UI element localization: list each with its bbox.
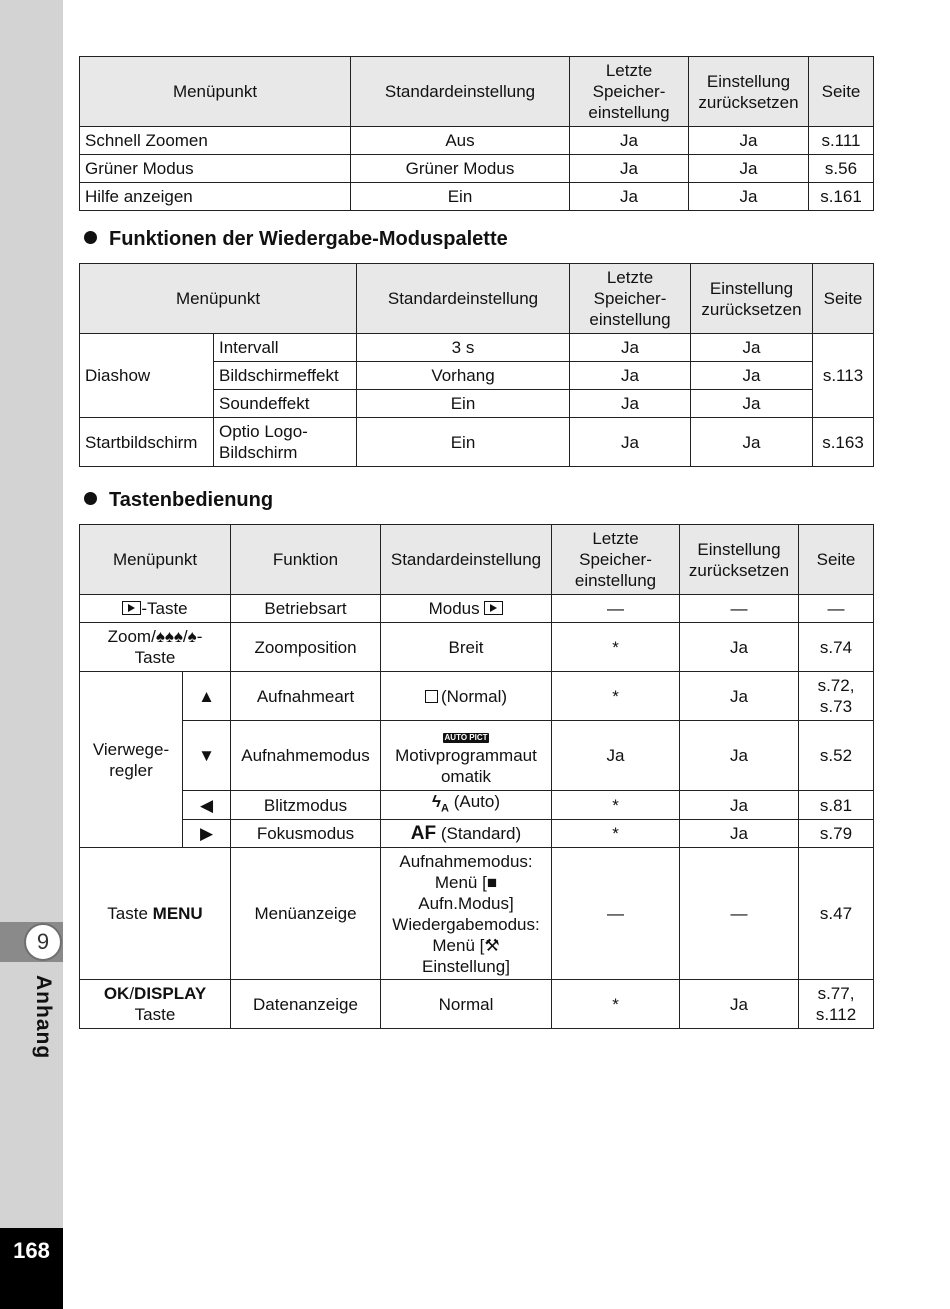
cell-item: Intervall (214, 334, 357, 362)
header-standardeinstellung: Standardeinstellung (351, 57, 570, 127)
table-row (80, 721, 874, 791)
header-menupunkt: Menüpunkt (80, 264, 357, 334)
cell-reset: — (680, 848, 799, 980)
cell-standard: Breit (381, 623, 552, 672)
cell-letzte: Ja (570, 127, 689, 155)
cell-seite: s.74 (799, 623, 874, 672)
table-header-row (80, 264, 874, 334)
table-row (80, 334, 874, 362)
page-number: 168 (13, 1238, 50, 1263)
cell-vierwegeregler: Vierwege- regler (80, 672, 183, 848)
header-einstellung-zuruecksetzen: Einstellung zurücksetzen (691, 264, 813, 334)
table-row (80, 848, 874, 980)
header-menupunkt: Menüpunkt (80, 525, 231, 595)
cell-standard: AF (Standard) (381, 820, 552, 848)
cell-menupunkt: Grüner Modus (80, 155, 351, 183)
cell-standard: Ein (357, 390, 570, 418)
single-frame-icon (425, 690, 438, 703)
cell-seite: s.79 (799, 820, 874, 848)
table-row (80, 820, 874, 848)
cell-funktion: Datenanzeige (231, 980, 381, 1029)
chapter-sidebar (0, 0, 63, 1309)
table-row (80, 127, 874, 155)
cell-reset: — (680, 595, 799, 623)
cell-letzte: * (552, 980, 680, 1029)
cell-standard: Ein (357, 418, 570, 467)
arrow-up-icon: ▲ (183, 672, 231, 721)
cell-letzte: * (552, 791, 680, 820)
cell-letzte: Ja (570, 334, 691, 362)
table-row (80, 791, 874, 820)
camera-icon: ■ (486, 872, 498, 892)
cell-letzte: Ja (570, 183, 689, 211)
playback-icon (122, 601, 141, 615)
cell-seite: s.113 (813, 334, 874, 418)
cell-funktion: Betriebsart (231, 595, 381, 623)
table-row (80, 672, 874, 721)
table-row (80, 418, 874, 467)
header-seite: Seite (809, 57, 874, 127)
cell-standard: Normal (381, 980, 552, 1029)
section-title-wiedergabe: Funktionen der Wiedergabe-Moduspalette (84, 228, 508, 251)
cell-letzte: — (552, 595, 680, 623)
chapter-number: 9 (24, 923, 62, 961)
header-standardeinstellung: Standardeinstellung (381, 525, 552, 595)
cell-reset: Ja (689, 127, 809, 155)
tele-zoom-icon: ♠ (187, 627, 197, 646)
settings-table-3 (79, 524, 874, 1029)
cell-reset: Ja (680, 672, 799, 721)
cell-seite: s.72, s.73 (799, 672, 874, 721)
cell-letzte: Ja (570, 390, 691, 418)
cell-letzte: — (552, 848, 680, 980)
table-row (80, 155, 874, 183)
cell-seite: s.52 (799, 721, 874, 791)
cell-diashow: Diashow (80, 334, 214, 418)
header-seite: Seite (813, 264, 874, 334)
table-row (80, 183, 874, 211)
cell-seite: s.47 (799, 848, 874, 980)
cell-seite: s.77, s.112 (799, 980, 874, 1029)
cell-funktion: Menüanzeige (231, 848, 381, 980)
chapter-label: Anhang (32, 975, 55, 1060)
cell-letzte: * (552, 820, 680, 848)
settings-table-1 (79, 56, 874, 211)
header-letzte-speichereinstellung: Letzte Speicher- einstellung (570, 57, 689, 127)
af-icon: AF (410, 823, 437, 845)
cell-standard: (Normal) (381, 672, 552, 721)
cell-standard: Aufnahmemodus: Menü [■ Aufn.Modus] Wiedergabemodus: Menü [⚒ Einstellung] (381, 848, 552, 980)
cell-item: Bildschirmeffekt (214, 362, 357, 390)
cell-standard: AUTO PICT Motivprogrammaut omatik (381, 721, 552, 791)
cell-standard: Grüner Modus (351, 155, 570, 183)
cell-play-taste: -Taste (80, 595, 231, 623)
cell-zoom-taste: Zoom/♠♠♠/♠- Taste (80, 623, 231, 672)
cell-standard: Ein (351, 183, 570, 211)
arrow-left-icon: ◀ (183, 791, 231, 820)
cell-standard: Modus (381, 595, 552, 623)
cell-reset: Ja (680, 791, 799, 820)
cell-menu-taste: Taste MENU (80, 848, 231, 980)
cell-item: Optio Logo- Bildschirm (214, 418, 357, 467)
header-einstellung-zuruecksetzen: Einstellung zurücksetzen (689, 57, 809, 127)
cell-letzte: Ja (570, 155, 689, 183)
table-row (80, 595, 874, 623)
cell-reset: Ja (680, 820, 799, 848)
cell-funktion: Zoomposition (231, 623, 381, 672)
cell-menupunkt: Hilfe anzeigen (80, 183, 351, 211)
wide-zoom-icon: ♠♠♠ (155, 627, 183, 646)
cell-letzte: * (552, 672, 680, 721)
setup-wrench-icon: ⚒ (484, 935, 500, 955)
header-einstellung-zuruecksetzen: Einstellung zurücksetzen (680, 525, 799, 595)
playback-icon (484, 601, 503, 615)
cell-letzte: * (552, 623, 680, 672)
cell-reset: Ja (680, 721, 799, 791)
cell-standard: Vorhang (357, 362, 570, 390)
arrow-down-icon: ▼ (183, 721, 231, 791)
header-menupunkt: Menüpunkt (80, 57, 351, 127)
flash-auto-icon: $ϟ_A$ (432, 792, 449, 815)
cell-ok-display-taste: OK/DISPLAY Taste (80, 980, 231, 1029)
cell-letzte: Ja (570, 362, 691, 390)
cell-seite: s.163 (813, 418, 874, 467)
cell-startbildschirm: Startbildschirm (80, 418, 214, 467)
cell-reset: Ja (680, 623, 799, 672)
cell-funktion: Aufnahmeart (231, 672, 381, 721)
cell-reset: Ja (691, 418, 813, 467)
header-letzte-speichereinstellung: Letzte Speicher- einstellung (552, 525, 680, 595)
cell-standard: Aus (351, 127, 570, 155)
cell-menupunkt: Schnell Zoomen (80, 127, 351, 155)
table-header-row (80, 57, 874, 127)
settings-table-2 (79, 263, 874, 467)
header-funktion: Funktion (231, 525, 381, 595)
cell-funktion: Aufnahmemodus (231, 721, 381, 791)
bullet-icon (84, 231, 97, 244)
auto-pict-icon: AUTO PICT (444, 733, 488, 742)
bullet-icon (84, 492, 97, 505)
cell-seite: s.161 (809, 183, 874, 211)
header-standardeinstellung: Standardeinstellung (357, 264, 570, 334)
cell-reset: Ja (691, 390, 813, 418)
cell-seite: s.81 (799, 791, 874, 820)
cell-seite: s.56 (809, 155, 874, 183)
cell-standard: 3 s (357, 334, 570, 362)
cell-reset: Ja (691, 334, 813, 362)
cell-letzte: Ja (552, 721, 680, 791)
table-row (80, 623, 874, 672)
header-letzte-speichereinstellung: Letzte Speicher- einstellung (570, 264, 691, 334)
cell-letzte: Ja (570, 418, 691, 467)
cell-standard: $ϟ_A$ (Auto) (381, 791, 552, 820)
table-header-row (80, 525, 874, 595)
cell-funktion: Blitzmodus (231, 791, 381, 820)
cell-seite: — (799, 595, 874, 623)
cell-reset: Ja (680, 980, 799, 1029)
arrow-right-icon: ▶ (183, 820, 231, 848)
cell-reset: Ja (689, 155, 809, 183)
header-seite: Seite (799, 525, 874, 595)
cell-funktion: Fokusmodus (231, 820, 381, 848)
cell-reset: Ja (689, 183, 809, 211)
cell-item: Soundeffekt (214, 390, 357, 418)
table-row (80, 980, 874, 1029)
cell-reset: Ja (691, 362, 813, 390)
section-title-tastenbedienung: Tastenbedienung (84, 489, 273, 512)
cell-seite: s.111 (809, 127, 874, 155)
